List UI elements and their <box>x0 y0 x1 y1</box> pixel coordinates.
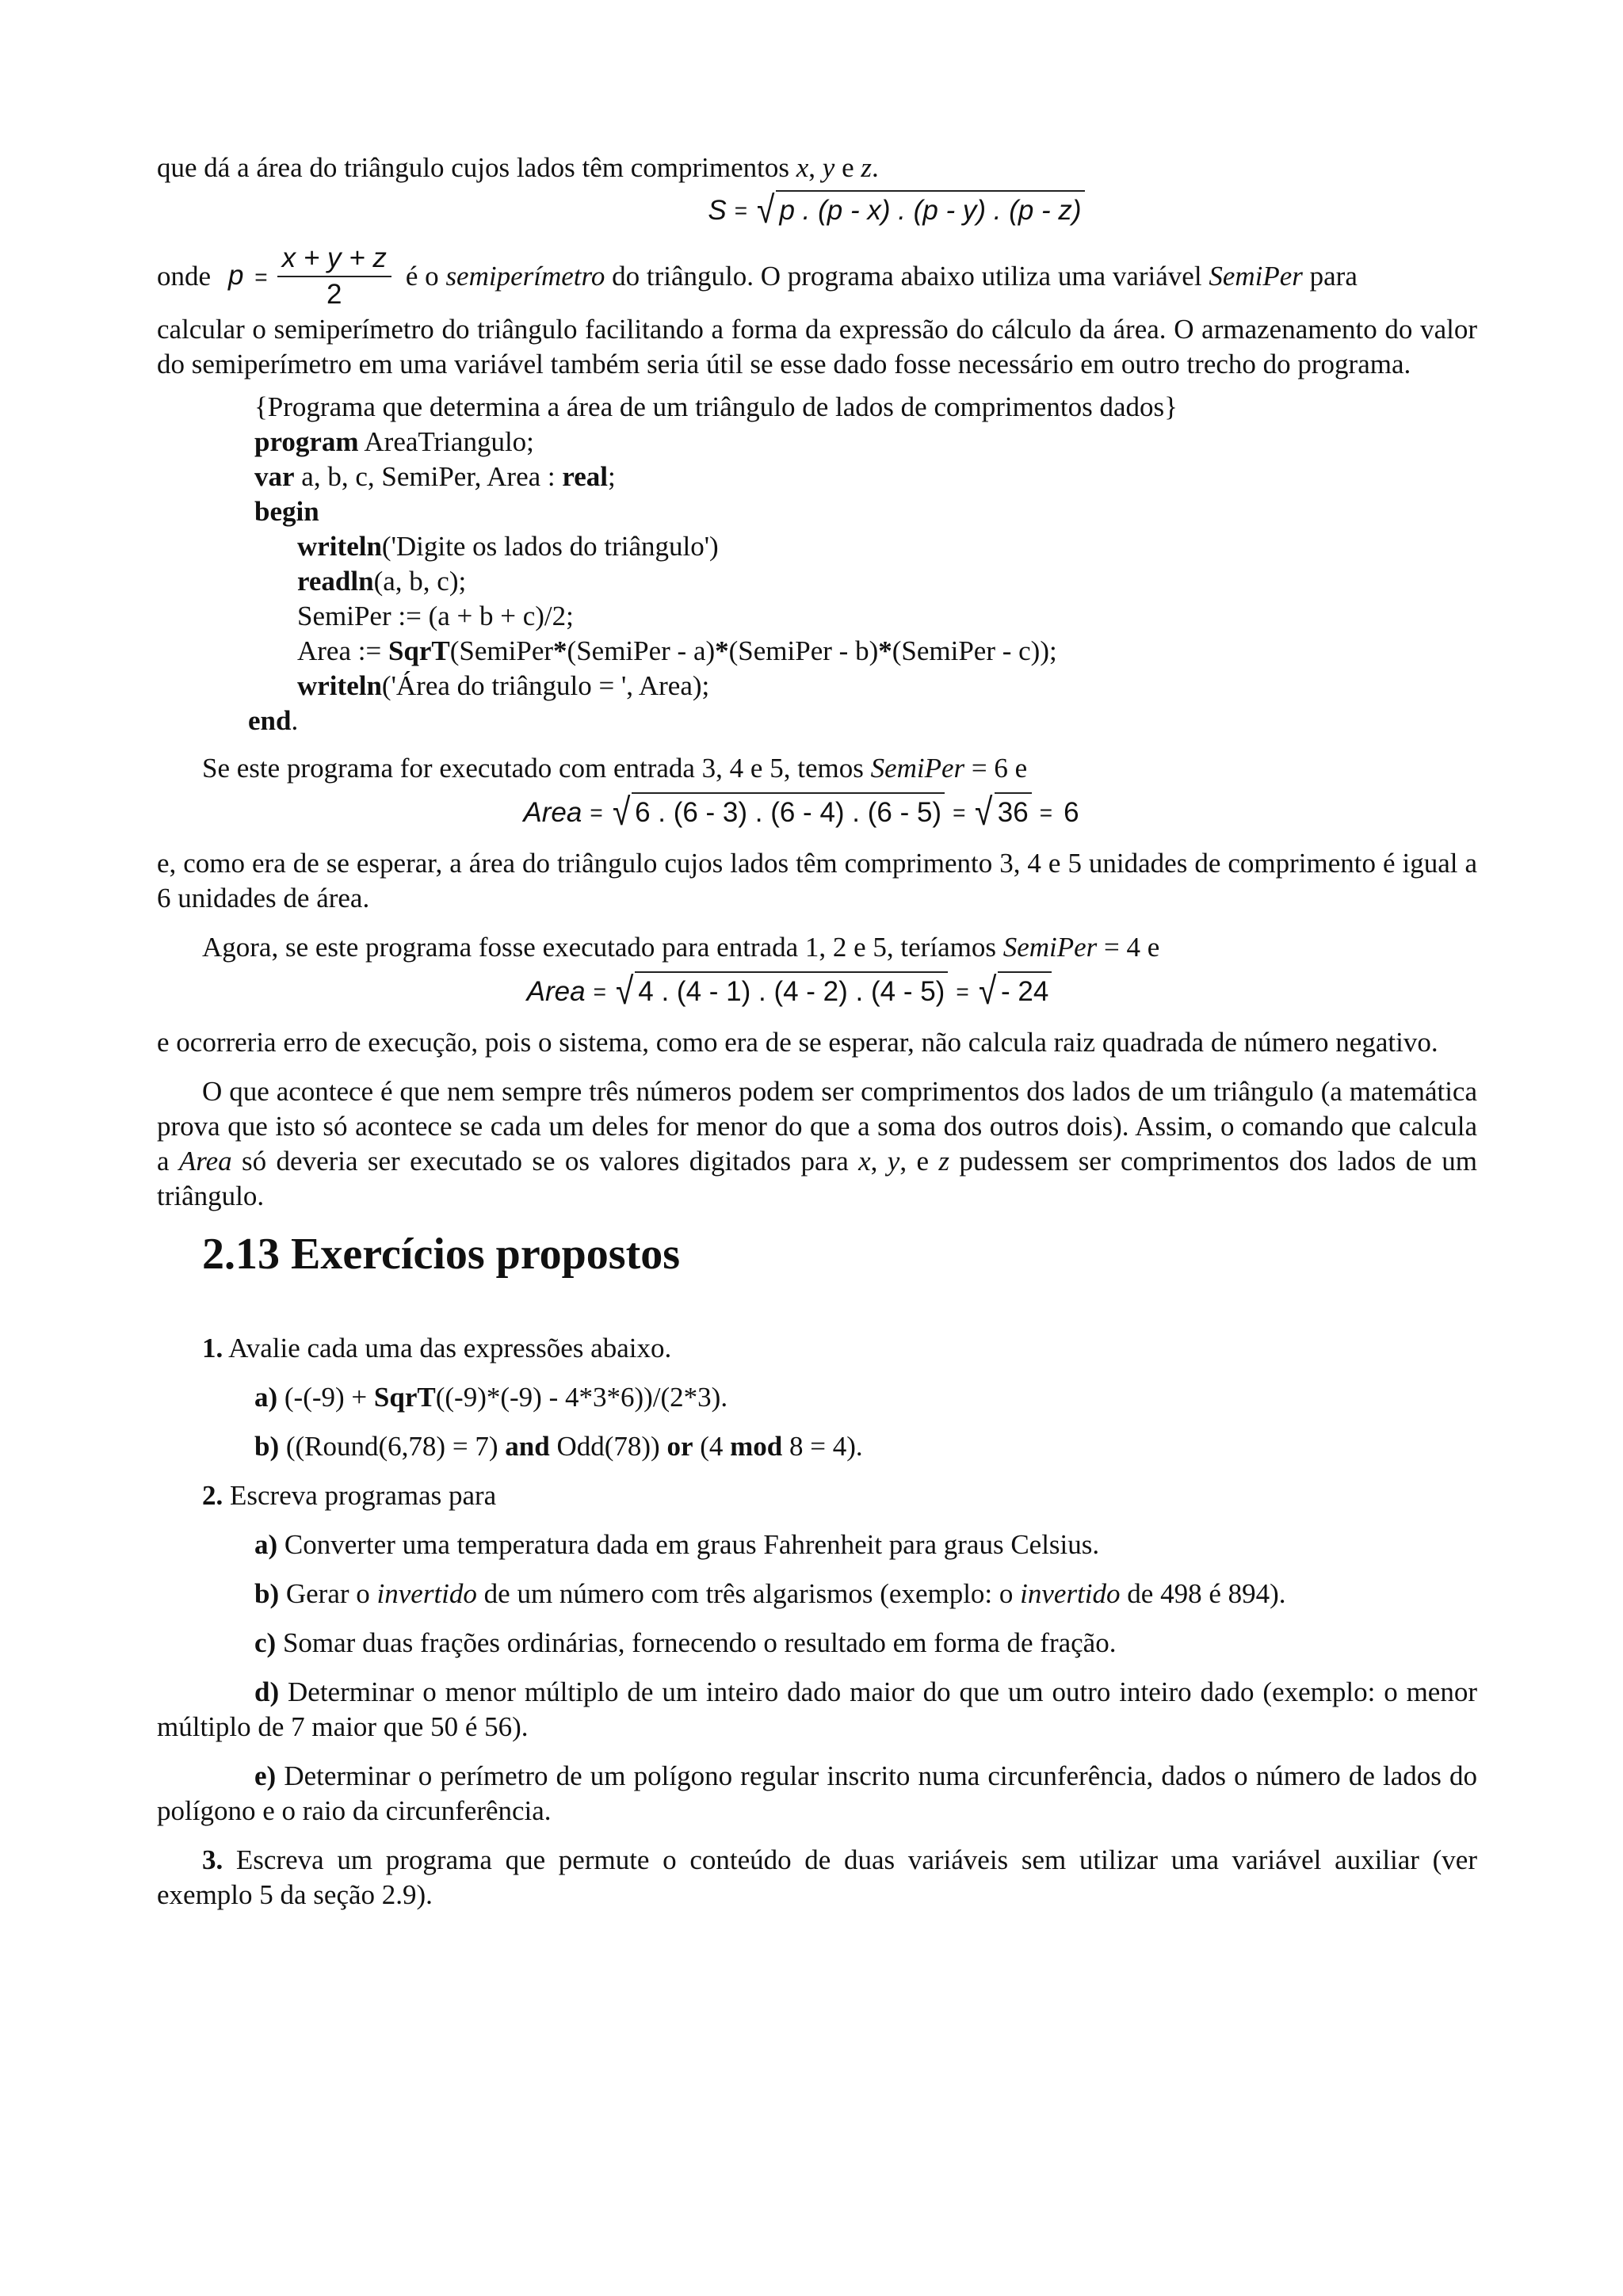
square-root: √ - 24 <box>977 971 1052 1013</box>
exercise-2d: d) Determinar o menor múltiplo de um inteiro dado maior do que um outro inteiro dado (exemplo: o menor múltiplo de 7 maior que 50 é 56). <box>157 1676 1477 1742</box>
exercise-1: 1. Avalie cada uma das expressões abaixo. <box>202 1333 672 1363</box>
exercise-1a: a) (-(-9) + SqrT((-9)*(-9) - 4*3*6))/(2*3). <box>254 1382 728 1413</box>
code-line-area: Area := SqrT(SemiPer*(SemiPer - a)*(SemiPer - b)*(SemiPer - c)); <box>297 635 1057 666</box>
code-line-readln: readln(a, b, c); <box>297 566 467 597</box>
radical-sign: √ <box>615 971 634 1013</box>
area-calc-2: Area = √ 4 . (4 - 1) . (4 - 2) . (4 - 5) = √ - 24 <box>101 971 1477 1013</box>
code-line-semiper: SemiPer := (a + b + c)/2; <box>297 601 574 631</box>
paragraph-triangle-condition: O que acontece é que nem sempre três números podem ser comprimentos dos lados de um triângulo (a matemática prova que isto só acontece se cada um deles for menor do que a soma dos outros dois). Assim, o comando que calcula a Area só deveria ser executado se os valores digitados para x, y, e z pudessem ser comprimentos dos lados de um triângulo. <box>157 1076 1477 1211</box>
code-line-program: program AreaTriangulo; <box>254 426 534 457</box>
paragraph-semiperimeter-cont: calcular o semiperímetro do triângulo facilitando a forma da expressão do cálculo da área. O armazenamento do valor do semiperímetro em uma variável também seria útil se esse dado fosse necessário em outro trecho do programa. <box>157 314 1477 379</box>
exercise-2b: b) Gerar o invertido de um número com três algarismos (exemplo: o invertido de 498 é 894). <box>254 1578 1286 1609</box>
radical-sign: √ <box>975 791 993 833</box>
exercise-2: 2. Escreva programas para <box>202 1480 497 1511</box>
radical-sign: √ <box>612 791 631 833</box>
exercise-1b: b) ((Round(6,78) = 7) and Odd(78)) or (4 mod 8 = 4). <box>254 1431 863 1462</box>
paragraph-semiperimeter: onde p = $\frac{x + y + z}{2}$ é o semiperímetro do triângulo. O programa abaixo utiliza uma variável SemiPer para <box>157 241 1477 312</box>
square-root: √ 4 . (4 - 1) . (4 - 2) . (4 - 5) <box>614 971 948 1013</box>
code-comment: {Programa que determina a área de um triângulo de lados de comprimentos dados} <box>254 391 1178 422</box>
heron-formula: S = √ p . (p - x) . (p - y) . (p - z) <box>315 190 1477 231</box>
fraction: $\frac{x + y + z}{2}$ <box>277 241 391 312</box>
area-calc-1: Area = √ 6 . (6 - 3) . (6 - 4) . (6 - 5) = √ 36 = 6 <box>523 791 1079 833</box>
code-line-begin: begin <box>254 496 319 527</box>
code-line-var: var a, b, c, SemiPer, Area : real; <box>254 461 616 492</box>
paragraph-error: e ocorreria erro de execução, pois o sistema, como era de se esperar, não calcula raiz quadrada de número negativo. <box>157 1027 1438 1058</box>
radical-sign: √ <box>757 189 775 231</box>
code-line-writeln-area: writeln('Área do triângulo = ', Area); <box>297 670 710 701</box>
exercise-2a: a) Converter uma temperatura dada em graus Fahrenheit para graus Celsius. <box>254 1529 1100 1560</box>
document-page <box>157 151 1477 1913</box>
square-root: √ p . (p - x) . (p - y) . (p - z) <box>755 190 1084 231</box>
code-line-end: end. <box>248 705 299 736</box>
paragraph-example-1: Se este programa for executado com entrada 3, 4 e 5, temos SemiPer = 6 e <box>202 753 1028 784</box>
radical-sign: √ <box>978 971 997 1013</box>
square-root: √ 6 . (6 - 3) . (6 - 4) . (6 - 5) <box>611 792 945 833</box>
exercise-2e: e) Determinar o perímetro de um polígono regular inscrito numa circunferência, dados o número de lados do polígono e o raio da circunferência. <box>157 1760 1477 1826</box>
paragraph-intro: que dá a área do triângulo cujos lados têm comprimentos x, y e z. <box>157 152 879 183</box>
code-line-writeln: writeln('Digite os lados do triângulo') <box>297 531 719 562</box>
paragraph-example-2: Agora, se este programa fosse executado para entrada 1, 2 e 5, teríamos SemiPer = 4 e <box>202 932 1160 963</box>
section-title: 2.13 Exercícios propostos <box>202 1230 681 1279</box>
square-root: √ 36 <box>973 792 1031 833</box>
paragraph-result-1: e, como era de se esperar, a área do triângulo cujos lados têm comprimento 3, 4 e 5 unidades de comprimento é igual a 6 unidades de área. <box>157 848 1477 913</box>
exercise-3: 3. Escreva um programa que permute o conteúdo de duas variáveis sem utilizar uma variável auxiliar (ver exemplo 5 da seção 2.9). <box>157 1844 1477 1910</box>
exercise-2c: c) Somar duas frações ordinárias, fornecendo o resultado em forma de fração. <box>254 1627 1117 1658</box>
code-block <box>248 390 1477 738</box>
